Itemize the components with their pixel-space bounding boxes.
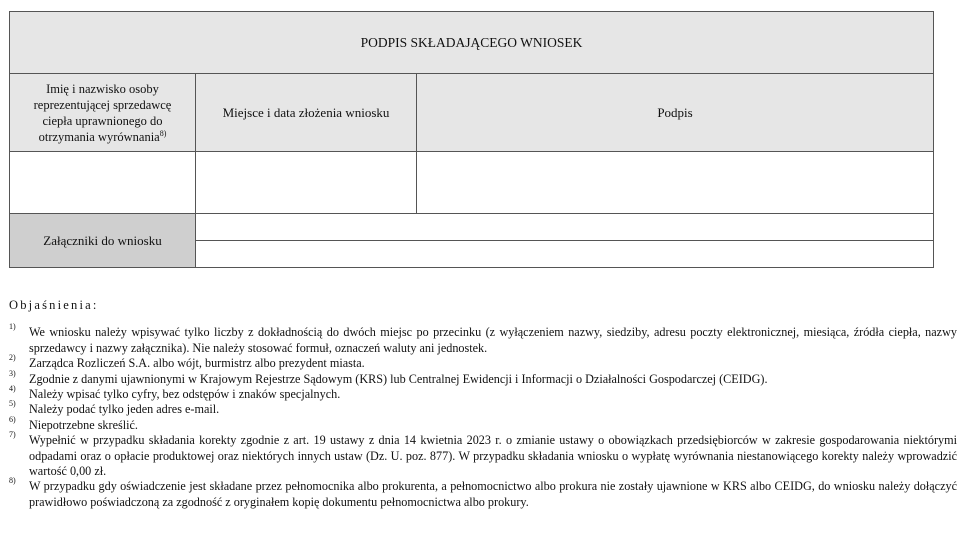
note-item [9,399,957,417]
note-text: Wypełnić w przypadku składania korekty zgodnie z art. 19 ustawy z dnia 14 kwietnia 2023 r. o zmianie ustawy o obowiązkach przedsiębiorców w zakresie gospodarowania niektórymi odpadami oraz o opłacie produktowej oraz niektórych innych ustaw (Dz. U. poz. 877). W przypadku składania wniosku o wypłatę wyrównania niestanowiącego korekty należy wprowadzić wartość 0,00 zł. [29,433,957,479]
attachment-field-2[interactable] [196,241,934,268]
signature-entry-row [10,152,934,214]
note-text: Należy podać tylko jeden adres e-mail. [29,402,220,417]
attachments-row-1 [10,214,934,241]
name-column-header [10,74,196,152]
place-date-column-header: Miejsce i data złożenia wniosku [196,74,417,152]
note-text: Zarządca Rozliczeń S.A. albo wójt, burmistrz albo prezydent miasta. [29,356,365,371]
name-column-header-text: Imię i nazwisko osoby reprezentującej sprzedawcę ciepła uprawnionego do otrzymania wyrównania [33,81,172,144]
signature-table [9,11,934,268]
note-number: 1) [9,322,16,332]
note-text: We wniosku należy wpisywać tylko liczby z dokładnością do dwóch miejsc po przecinku (z wyłączeniem nazwy, siedziby, adresu poczty elektronicznej, miesiąca, źródła ciepła, nazwy sprzedawcy i nazwy załącznika). Nie należy stosować formuł, oznaczeń waluty ani jednostek. [29,325,957,355]
attachments-label: Załączniki do wniosku [10,214,196,268]
note-text: Zgodnie z danymi ujawnionymi w Krajowym Rejestrze Sądowym (KRS) lub Centralnej Ewidencji i Informacji o Działalności Gospodarczej (CEIDG). [29,371,768,386]
note-number-cell [9,476,29,510]
note-number-cell [9,322,29,356]
note-item [9,384,957,402]
note-text: Niepotrzebne skreślić. [29,417,138,432]
note-number: 6) [9,414,16,424]
notes-list [9,322,957,510]
note-text: Należy wpisać tylko cyfry, bez odstępów i znaków specjalnych. [29,387,341,402]
note-item [9,430,957,479]
attachment-field-1[interactable] [196,214,934,241]
name-field[interactable] [10,152,196,214]
note-number: 3) [9,368,16,378]
form-title: PODPIS SKŁADAJĄCEGO WNIOSEK [10,12,934,74]
notes-section [9,298,957,510]
note-number-cell [9,430,29,479]
place-date-field[interactable] [196,152,417,214]
note-number: 5) [9,399,16,409]
signature-field[interactable] [417,152,934,214]
note-number: 8) [9,476,16,486]
note-item [9,414,957,433]
signature-column-header: Podpis [417,74,934,152]
name-column-footnote-ref: 8) [159,128,167,138]
title-row [10,12,934,74]
note-item [9,353,957,371]
note-number: 7) [9,430,16,440]
note-item [9,476,957,510]
note-number: 4) [9,384,16,394]
column-header-row [10,74,934,152]
notes-title: Objaśnienia: [9,298,99,312]
note-item [9,368,957,387]
note-item [9,322,957,356]
note-text: W przypadku gdy oświadczenie jest składane przez pełnomocnika albo prokurenta, a pełnomocnictwo albo prokura nie zostały ujawnione w KRS albo CEIDG, do wniosku należy dołączyć prawidłowo poświadczoną za zgodność z oryginałem kopię dokumentu pełnomocnictwa albo prokury. [29,479,957,509]
note-number: 2) [9,353,16,363]
